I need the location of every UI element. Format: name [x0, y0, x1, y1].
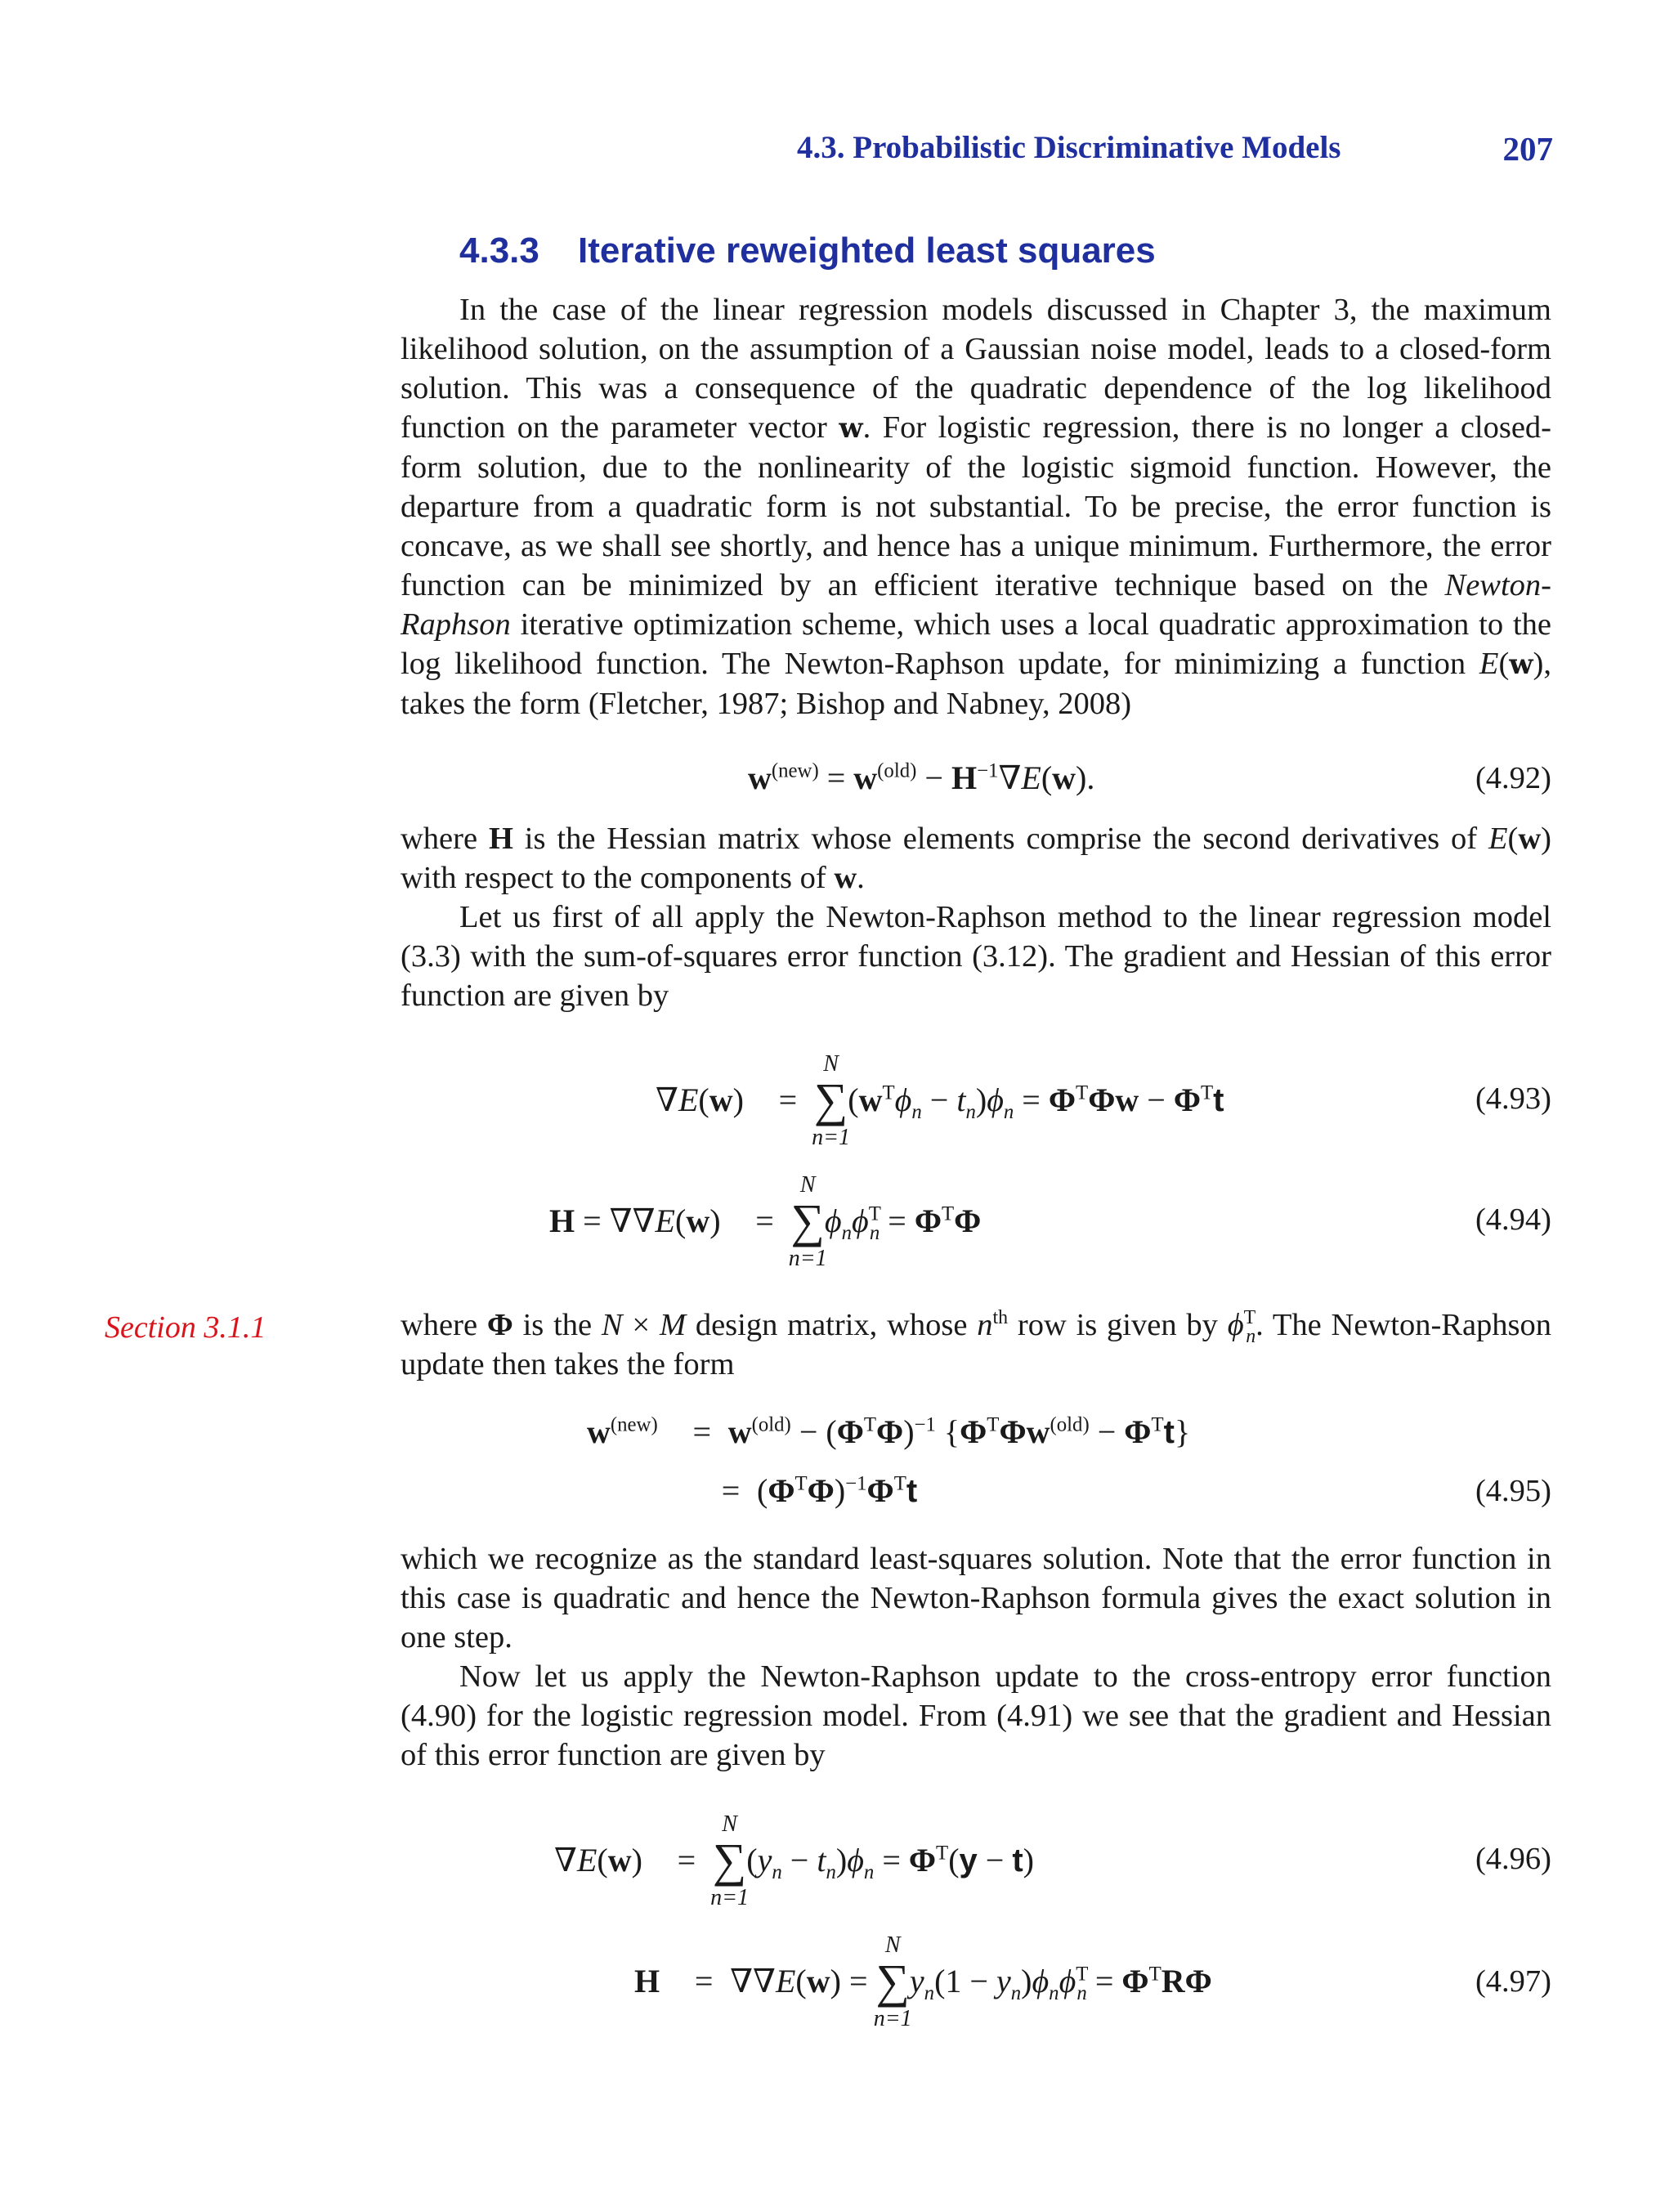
- equation-4-97: H = ∇∇E(w) = ∑ N n=1 $y_n(1 - y_n)\phi_n\phi^T_n = \Phi^TR\Phi$: [634, 1932, 1212, 2031]
- equation-4-93: ∇E(w) = ∑ N n=1 $(w^T\phi_n - t_n)\phi_n = \Phi^T\Phi w - \Phi^Tt$: [656, 1051, 1224, 1150]
- equation-4-94: H = ∇∇E(w) = ∑ N n=1 $\phi_n\phi^T_n = \Phi^T\Phi$: [549, 1172, 982, 1271]
- margin-note-section-ref[interactable]: Section 3.1.1: [105, 1310, 266, 1345]
- paragraph-intro: In the case of the linear regression models discussed in Chapter 3, the maximum likelihood solution, on the assumption of a Gaussian noise model, leads to a closed-form solution. This was a consequence of the quadratic dependence of the log likelihood function on the parameter vector w. For logistic regression, there is no longer a closed-form solution, due to the nonlinearity of the logistic sigmoid function. However, the departure from a quadratic form is not substantial. To be precise, the error function is concave, as we shall see shortly, and hence has a unique minimum. Furthermore, the error function can be minimized by an efficient iterative technique based on the Newton-Raphson iterative optimization scheme, which uses a local quadratic approximation to the log likelihood function. The Newton-Raphson update, for minimizing a function E(w), takes the form (Fletcher, 1987; Bishop and Nabney, 2008): [401, 293, 1552, 721]
- equation-number: (4.94): [1475, 1202, 1551, 1237]
- equation-number: (4.92): [1475, 761, 1551, 795]
- section-heading: [459, 231, 1156, 271]
- equation-number: (4.93): [1475, 1081, 1551, 1116]
- paragraph-cross-entropy: Now let us apply the Newton-Raphson update to the cross-entropy error function (4.90) for the logistic regression model. From (4.91) we see that the gradient and Hessian of this error function are given by: [401, 1659, 1551, 1772]
- running-title: 4.3. Probabilistic Discriminative Models: [797, 130, 1341, 165]
- section-number: 4.3.3: [459, 231, 539, 271]
- equation-4-92: $w^{(new)} = w^{(old)} - H^{-1}\nabla E(w)$.: [748, 759, 1095, 796]
- equation-4-95-line-2: = $(\Phi^T\Phi)^{-1}\Phi^Tt$: [721, 1472, 918, 1509]
- section-title: Iterative reweighted least squares: [578, 231, 1156, 271]
- page-number: 207: [1502, 130, 1553, 168]
- paragraph-hessian: where H is the Hessian matrix whose elements comprise the second derivatives of E(w) with respect to the components of w.: [401, 822, 1551, 895]
- equation-4-96: ∇E(w) = ∑ N n=1 $(y_n - t_n)\phi_n = \Phi^T(y - t)$: [554, 1811, 1034, 1910]
- paragraph-design-matrix: where Φ is the N × M design matrix, whose $n^{th}$ row is given by $\phi^T_n$. The Newton-Raphson update then takes the form: [401, 1307, 1552, 1381]
- equation-4-95-line-1: $w^{(new)} = w^{(old)} - (\Phi^T\Phi)^{-1}$ $\{\Phi^T\Phi w^{(old)} - \Phi^Tt\}$: [587, 1413, 1191, 1450]
- paragraph-linear-regression: Let us first of all apply the Newton-Raphson method to the linear regression model (3.3) with the sum-of-squares error function (3.12). The gradient and Hessian of this error function are given by: [401, 900, 1551, 1013]
- equation-number: (4.95): [1475, 1474, 1551, 1508]
- equation-number: (4.97): [1475, 1964, 1551, 1999]
- equation-number: (4.96): [1475, 1842, 1551, 1876]
- paragraph-least-squares: which we recognize as the standard least-squares solution. Note that the error function in this case is quadratic and hence the Newton-Raphson formula gives the exact solution in one step.: [401, 1542, 1551, 1655]
